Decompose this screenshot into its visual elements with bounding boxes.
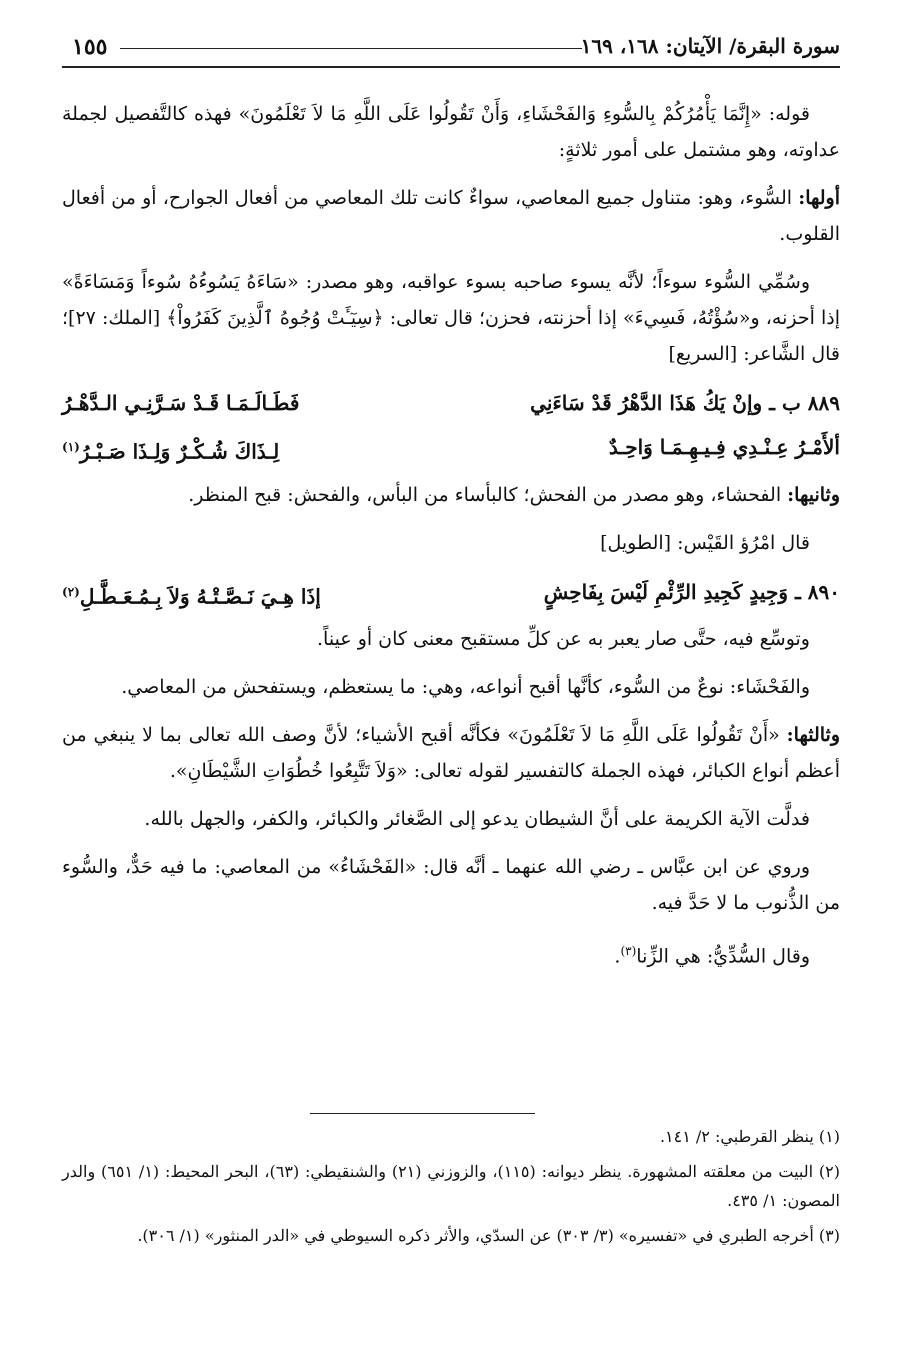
verse-890-line [62, 573, 840, 616]
footnote-1: (١) ينظر القرطبي: ٢/ ١٤١. [659, 1127, 840, 1146]
paragraph-11-end: . [614, 945, 621, 968]
paragraph-8 [62, 717, 840, 789]
paragraph-8-text: «أَنْ تَقُولُوا عَلَى اللَّهِ مَا لاَ تَعْلَمُونَ» فكأنَّه أقبح الأشياء؛ لأنَّ وصف الله تعالى بما لا ينبغي من أعظم أنواع الكبائر، فهذه الجملة كالتفسير لقوله تعالى: «وَلاَ تَتَّبِعُوا خُطُوَاتِ الشَّيْطَانِ». [62, 724, 840, 783]
footnote-divider [310, 1113, 535, 1114]
paragraph-6: وتوسِّع فيه، حتَّى صار يعبر به عن كلِّ مستقبح معنى كان أو عيناً. [317, 628, 810, 651]
paragraph-1: قوله: «إِنَّمَا يَأْمُرُكُمْ بِالسُّوءِ وَالفَحْشَاءِ، وَأَنْ تَقُولُوا عَلَى اللَّهِ مَا لاَ تَعْلَمُونَ» فهذه كالتَّفصيل لجملة عداوته، وهو مشتمل على أمور ثلاثةٍ: [62, 103, 840, 161]
footnote-ref-1: (١) [62, 440, 80, 454]
paragraph-3: وسُمِّي السُّوء سوءاً؛ لأنَّه يسوء صاحبه بسوء عواقبه، وهو مصدر: «سَاءَهُ يَسُوءُهُ سُوءاً وَمَسَاءَةً» إذا أحزنه، و«سُؤْتُهُ، فَسِيءَ» إذا أحزنته، فحزن؛ قال تعالى: ﴿سِيٓـَٔتْ وُجُوهُ ٱلَّذِينَ كَفَرُواْ﴾ [الملك: ٢٧]؛ قال الشَّاعر: [السريع] [62, 271, 840, 365]
paragraph-7: والفَحْشَاء: نوعٌ من السُّوء، كأنَّها أقبح أنواعه، وهي: ما يستعظم، ويستفحش من المعاصي. [121, 676, 810, 699]
verse-889-hemistich-d-wrap [62, 428, 279, 471]
header-divider [120, 48, 582, 49]
main-text [62, 96, 840, 987]
footnote-ref-3: (٣) [620, 944, 637, 959]
footnote-2: (٢) البيت من معلقته المشهورة. ينظر ديوانه: (١١٥)، والزوزني (٢١) والشنقيطي: (٦٣)، البحر المحيط: (١/ ٦٥١) والدر المصون: ١/ ٤٣٥. [62, 1162, 841, 1210]
paragraph-8-lead: وثالثها: [786, 724, 840, 747]
verse-890-hemistich-b-wrap [62, 573, 321, 616]
page-number: ١٥٥ [72, 34, 108, 60]
verse-890-hemistich-b: إذَا هِـيَ نَـصَّـتْـهُ وَلاَ بِـمُـعَـطَّـلِ [79, 584, 321, 609]
paragraph-4-lead: وثانيها: [787, 483, 840, 506]
paragraph-2-lead: أولها: [798, 187, 840, 209]
verse-889-line-2 [62, 428, 840, 471]
surah-title: سورة البقرة/ الآيتان: ١٦٨، ١٦٩ [580, 34, 840, 58]
paragraph-4-text: الفحشاء، وهو مصدر من الفحش؛ كالبأساء من البأس، والفحش: قبح المنظر. [188, 483, 788, 506]
header-rule [62, 66, 840, 68]
paragraph-9: فدلَّت الآية الكريمة على أنَّ الشيطان يدعو إلى الصَّغائر والكبائر، والكفر، والجهل بالله. [144, 808, 810, 831]
verse-889-hemistich-a: ٨٨٩ ب ـ وإنْ يَكُ هَذَا الدَّهْرُ قَدْ سَاءَنِي [530, 391, 840, 415]
verse-889-hemistich-d: لِـذَاكَ شُـكْـرٌ وَلِـذَا صَـبْـرُ [79, 439, 280, 464]
verse-889-line-1 [62, 384, 840, 422]
verse-889-hemistich-b: فَطَـالَـمَـا قَـدْ سَـرَّنِـي الـدَّهْـرُ [62, 391, 300, 415]
page-header [62, 28, 840, 68]
footnote-3: (٣) أخرجه الطبري في «تفسيره» (٣/ ٣٠٣) عن السدّي، والأثر ذكره السيوطي في «الدر المنثور» (١/ ٣٠٦). [137, 1226, 840, 1245]
verse-890-hemistich-a: ٨٩٠ ـ وَجِيدٍ كَجِيدِ الرِّئْمِ لَيْسَ بِفَاحِشٍ [543, 579, 840, 604]
paragraph-2-text: السُّوء، وهو: متناول جميع المعاصي، سواءٌ كانت تلك المعاصي من أفعال الجوارح، أو من أفعال القلوب. [62, 187, 840, 245]
verse-889-hemistich-c: ألأَمْـرُ عِـنْـدِي فِـيـهِـمَـا وَاحِـدٌ [608, 435, 840, 459]
paragraph-10: وروي عن ابن عبَّاس ـ رضي الله عنهما ـ أنَّه قال: «الفَحْشَاءُ» من المعاصي: ما فيه حَدٌّ، والسُّوء من الذُّنوب ما لا حَدَّ فيه. [62, 856, 840, 915]
paragraph-5: قال امْرُؤ القَيْس: [الطويل] [600, 531, 810, 554]
paragraph-11 [62, 933, 840, 974]
paragraph-4 [62, 477, 840, 513]
footnotes [62, 1122, 840, 1256]
paragraph-2 [62, 180, 840, 252]
paragraph-11-text: وقال السُّدِّيُّ: هي الزِّنا [636, 945, 810, 968]
footnote-ref-2: (٢) [62, 584, 80, 599]
